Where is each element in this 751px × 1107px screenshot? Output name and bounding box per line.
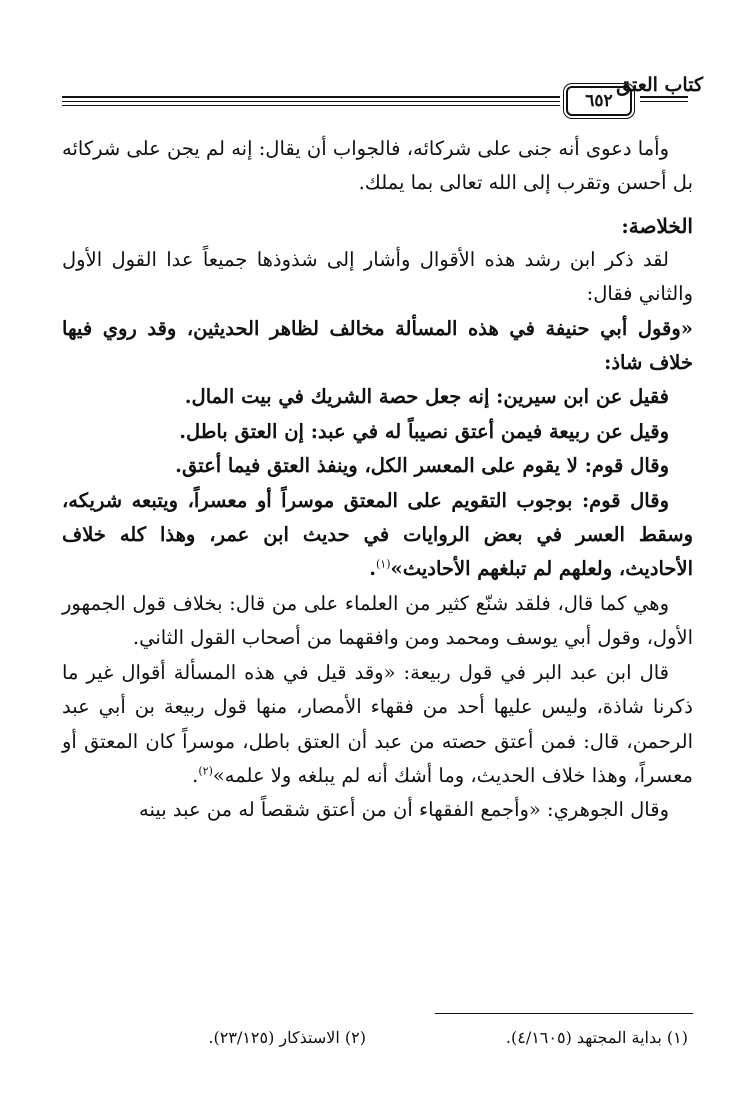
paragraph: لقد ذكر ابن رشد هذه الأقوال وأشار إلى شذوذها جميعاً عدا القول الأول والثاني فقال:: [62, 247, 693, 306]
footnote-ref: (٢): [198, 764, 213, 778]
header-rule: [62, 105, 560, 106]
quote-paragraph: [62, 484, 693, 587]
paragraph: [62, 656, 693, 794]
footnote-ref: (١): [376, 557, 391, 571]
header-rule: [640, 101, 688, 102]
footnote-1: (١) بداية المجتهد (٤/١٦٠٥).: [505, 1028, 688, 1047]
quote-paragraph: وقال قوم: لا يقوم على المعسر الكل، وينفذ العتق فيما أعتق.: [175, 454, 669, 478]
section-heading: الخلاصة:: [621, 213, 693, 238]
footnote-rule: [435, 1013, 693, 1014]
paragraph: وقال الجوهري: «وأجمع الفقهاء أن من أعتق شقصاً له من عبد بينه: [139, 798, 669, 822]
footnote-2: (٢) الاستذكار (٢٣/١٢٥).: [208, 1028, 366, 1047]
page-number-box: [566, 86, 632, 116]
header-rule: [640, 96, 688, 98]
quote-paragraph: «وقول أبي حنيفة في هذه المسألة مخالف لظاهر الحديثين، وقد روي فيها خلاف شاذ:: [62, 316, 693, 375]
punctuation: .: [192, 763, 199, 787]
body-text: [62, 132, 693, 828]
paragraph: وهي كما قال، فلقد شنّع كثير من العلماء على من قال: بخلاف قول الجمهور الأول، وقول أبي يوسف ومحمد ومن وافقهما من أصحاب القول الثاني.: [62, 591, 693, 650]
punctuation: .: [369, 557, 376, 581]
paragraph: وأما دعوى أنه جنى على شركائه، فالجواب أن يقال: إنه لم يجن على شركائه بل أحسن وتقرب إلى الله تعالى بما يملك.: [62, 137, 693, 195]
paragraph-text: قال ابن عبد البر في قول ربيعة: «وقد قيل في هذه المسألة أقوال غير ما ذكرنا شاذة، وليس عليها أحد من فقهاء الأمصار، منها قول ربيعة بن أبي عبد الرحمن، قال: فمن أعتق حصته من عبد أن العتق باطل، موسراً كان المعتق أو معسراً، وهذا خلاف الحديث، وما أشك أنه لم يبلغه ولا علمه»: [62, 660, 693, 787]
quote-paragraph: فقيل عن ابن سيرين: إنه جعل حصة الشريك في بيت المال.: [184, 385, 669, 409]
header-rule: [62, 96, 560, 98]
quote-paragraph: وقيل عن ربيعة فيمن أعتق نصيباً له في عبد: إن العتق باطل.: [179, 419, 669, 443]
header-rule: [62, 101, 560, 102]
quote-text: وقال قوم: بوجوب التقويم على المعتق موسراً أو معسراً، ويتبعه شريكه، وسقط العسر في بعض الروايات في حديث ابن عمر، وهذا كله خلاف الأحاديث، ولعلهم لم تبلغهم الأحاديث»: [62, 488, 693, 581]
running-header-title: كتاب العتق: [616, 74, 703, 96]
page-number: ٦٥٢: [585, 91, 613, 111]
